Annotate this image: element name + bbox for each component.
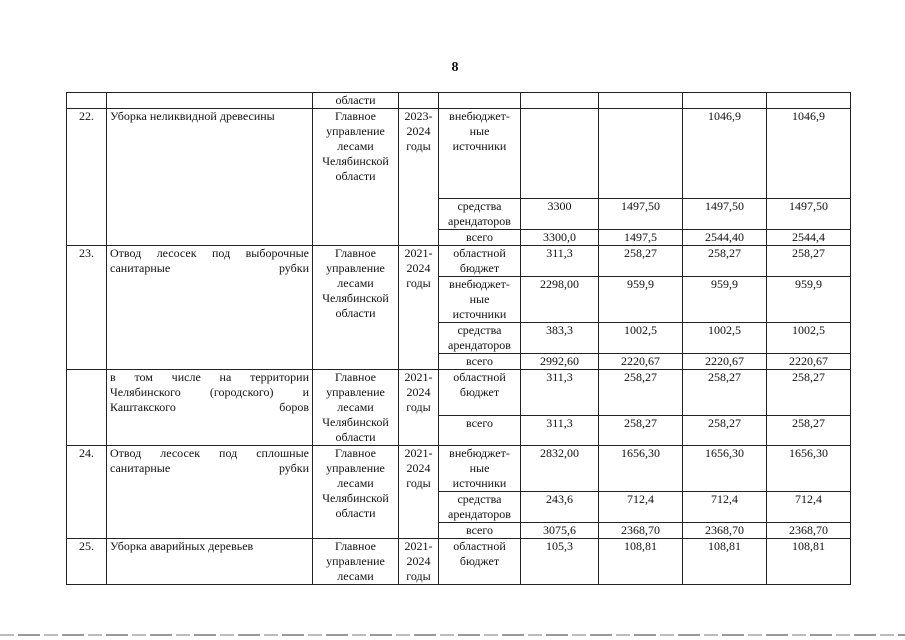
value-cell: 2298,00 <box>521 277 599 323</box>
table-row <box>67 109 851 199</box>
row-number: 24. <box>67 446 107 539</box>
value-cell: 2992,60 <box>521 354 599 370</box>
value-cell: 1497,5 <box>599 230 683 246</box>
years-cell: 2021-2024 годы <box>399 539 439 585</box>
years-cell: 2021-2024 годы <box>399 246 439 370</box>
years-cell: 2021-2024 годы <box>399 370 439 446</box>
value-cell: 1002,5 <box>683 323 767 354</box>
value-cell: 1656,30 <box>683 446 767 492</box>
row-number <box>67 370 107 446</box>
value-cell: 2220,67 <box>683 354 767 370</box>
value-cell: 712,4 <box>683 492 767 523</box>
funding-source: всего <box>439 523 521 539</box>
value-cell: 258,27 <box>767 415 851 445</box>
value-cell: 258,27 <box>683 370 767 416</box>
row-number: 22. <box>67 109 107 246</box>
value-cell: 3300,0 <box>521 230 599 246</box>
table-row <box>67 93 851 109</box>
value-cell: 2368,70 <box>767 523 851 539</box>
org-cell: Главное управление лесами <box>313 539 399 585</box>
value-cell: 712,4 <box>767 492 851 523</box>
page-number: 8 <box>451 60 459 75</box>
value-cell: 383,3 <box>521 323 599 354</box>
funding-source: средства арендаторов <box>439 199 521 230</box>
value-cell: 2544,4 <box>767 230 851 246</box>
value-cell: 243,6 <box>521 492 599 523</box>
value-cell: 2368,70 <box>683 523 767 539</box>
table-row <box>67 539 851 585</box>
value-cell: 258,27 <box>683 415 767 445</box>
org-cell: области <box>313 93 399 109</box>
funding-source: средства арендаторов <box>439 492 521 523</box>
org-cell: Главное управление лесами Челябинской области <box>313 370 399 446</box>
value-cell: 108,81 <box>767 539 851 585</box>
value-cell: 2220,67 <box>767 354 851 370</box>
value-cell: 2832,00 <box>521 446 599 492</box>
value-cell: 108,81 <box>683 539 767 585</box>
org-cell: Главное управление лесами Челябинской области <box>313 446 399 539</box>
program-table <box>66 92 851 585</box>
funding-source: всего <box>439 230 521 246</box>
value-cell: 1002,5 <box>599 323 683 354</box>
funding-source: всего <box>439 354 521 370</box>
value-cell: 1002,5 <box>767 323 851 354</box>
value-cell: 2368,70 <box>599 523 683 539</box>
value-cell: 1497,50 <box>599 199 683 230</box>
scan-edge-line <box>0 634 905 636</box>
value-cell: 959,9 <box>767 277 851 323</box>
funding-source: внебюджет-ные источники <box>439 109 521 199</box>
value-cell: 258,27 <box>599 415 683 445</box>
value-cell: 712,4 <box>599 492 683 523</box>
funding-source: областной бюджет <box>439 246 521 277</box>
value-cell: 258,27 <box>599 370 683 416</box>
table-row <box>67 446 851 492</box>
value-cell: 258,27 <box>683 246 767 277</box>
value-cell <box>599 109 683 199</box>
years-cell: 2023-2024 годы <box>399 109 439 246</box>
value-cell: 1656,30 <box>599 446 683 492</box>
years-cell: 2021-2024 годы <box>399 446 439 539</box>
table-row <box>67 246 851 277</box>
value-cell: 1497,50 <box>683 199 767 230</box>
funding-source: областной бюджет <box>439 539 521 585</box>
value-cell: 258,27 <box>767 370 851 416</box>
value-cell: 1656,30 <box>767 446 851 492</box>
value-cell: 3075,6 <box>521 523 599 539</box>
org-cell: Главное управление лесами Челябинской области <box>313 109 399 246</box>
value-cell: 1046,9 <box>683 109 767 199</box>
value-cell: 105,3 <box>521 539 599 585</box>
row-number: 23. <box>67 246 107 370</box>
value-cell: 258,27 <box>767 246 851 277</box>
value-cell: 311,3 <box>521 246 599 277</box>
value-cell: 2544,40 <box>683 230 767 246</box>
activity-name: Отвод лесосек под сплошные санитарные рубки <box>107 446 313 539</box>
row-number: 25. <box>67 539 107 585</box>
value-cell: 258,27 <box>599 246 683 277</box>
value-cell: 1046,9 <box>767 109 851 199</box>
value-cell: 108,81 <box>599 539 683 585</box>
value-cell: 2220,67 <box>599 354 683 370</box>
activity-name: в том числе на территории Челябинского (городского) и Каштакского боров <box>107 370 313 446</box>
table-row <box>67 370 851 416</box>
value-cell: 959,9 <box>683 277 767 323</box>
funding-source: внебюджет-ные источники <box>439 277 521 323</box>
funding-source: внебюджет-ные источники <box>439 446 521 492</box>
org-cell: Главное управление лесами Челябинской области <box>313 246 399 370</box>
funding-source: всего <box>439 415 521 445</box>
activity-name: Уборка аварийных деревьев <box>107 539 313 585</box>
value-cell: 959,9 <box>599 277 683 323</box>
activity-name: Уборка неликвидной древесины <box>107 109 313 246</box>
value-cell: 311,3 <box>521 370 599 416</box>
value-cell: 1497,50 <box>767 199 851 230</box>
activity-name: Отвод лесосек под выборочные санитарные рубки <box>107 246 313 370</box>
value-cell: 311,3 <box>521 415 599 445</box>
value-cell: 3300 <box>521 199 599 230</box>
funding-source: средства арендаторов <box>439 323 521 354</box>
funding-source: областной бюджет <box>439 370 521 416</box>
value-cell <box>521 109 599 199</box>
